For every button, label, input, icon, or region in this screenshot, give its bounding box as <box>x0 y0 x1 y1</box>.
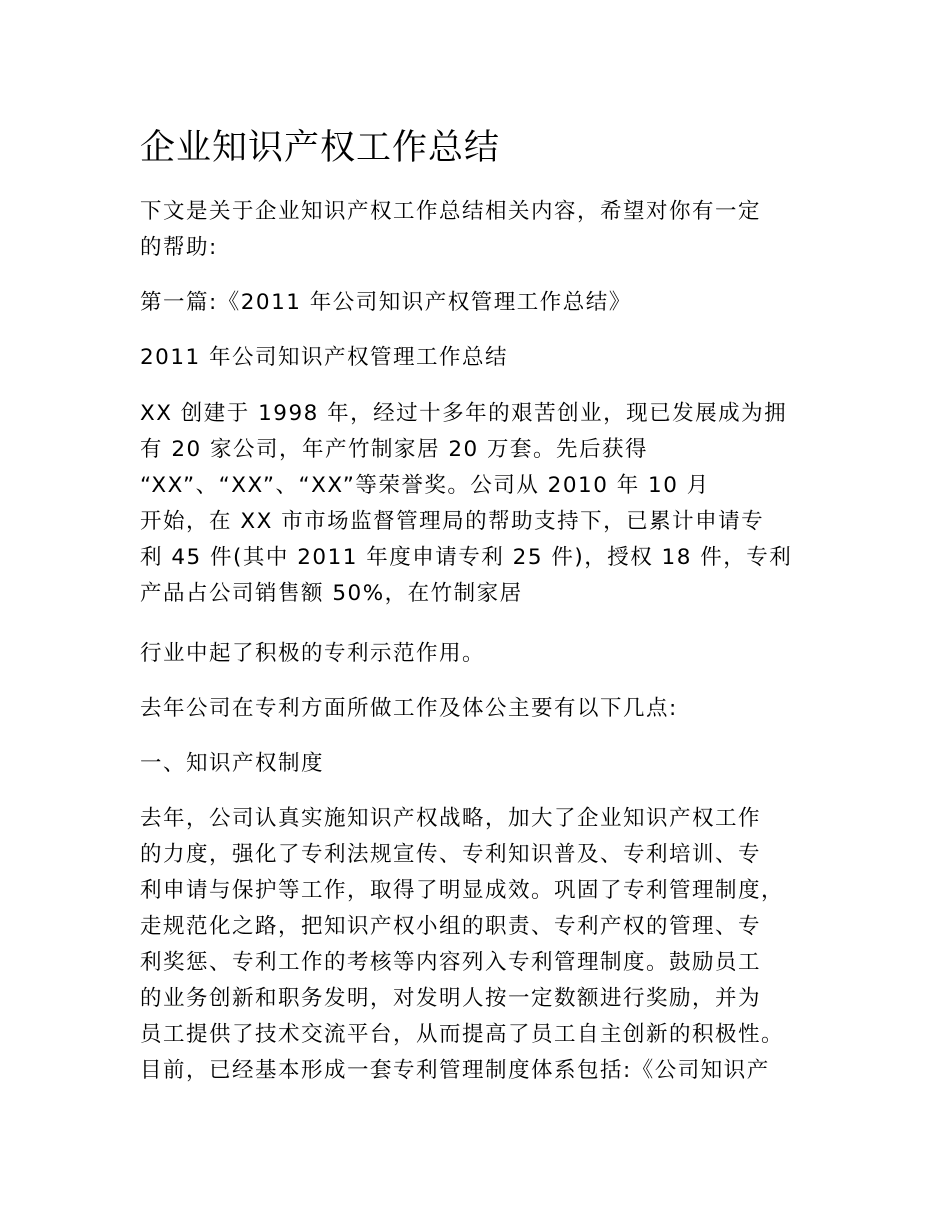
text-line: XX 创建于 1998 年，经过十多年的艰苦创业，现已发展成为拥 <box>140 401 788 426</box>
text-line: “XX”、“XX”、“XX”等荣誉奖。公司从 2010 年 10 月 <box>140 473 710 498</box>
text-line: 走规范化之路，把知识产权小组的职责、专利产权的管理、专 <box>140 914 762 939</box>
text-line: 下文是关于企业知识产权工作总结相关内容，希望对你有一定 <box>140 199 762 224</box>
paragraph-company-intro <box>140 396 820 612</box>
section-heading-text: 第一篇:《2011 年公司知识产权管理工作总结》 <box>140 290 632 315</box>
text-line: 去年，公司认真实施知识产权战略，加大了企业知识产权工作 <box>140 806 762 831</box>
intro-paragraph <box>140 194 820 266</box>
text-line: 的业务创新和职务发明，对发明人按一定数额进行奖励，并为 <box>140 986 762 1011</box>
text-line: 利奖惩、专利工作的考核等内容列入专利管理制度。鼓励员工 <box>140 950 762 975</box>
heading-ip-system <box>140 746 820 782</box>
text-line: 目前，已经基本形成一套专利管理制度体系包括:《公司知识产 <box>140 1058 770 1083</box>
paragraph-industry <box>140 636 820 672</box>
text-line: 利 45 件(其中 2011 年度申请专利 25 件)，授权 18 件，专利 <box>140 545 793 570</box>
text-line: 的力度，强化了专利法规宣传、专利知识普及、专利培训、专 <box>140 842 762 867</box>
text-line: 有 20 家公司，年产竹制家居 20 万套。先后获得 <box>140 437 649 462</box>
text-line: 产品占公司销售额 50%，在竹制家居 <box>140 581 523 606</box>
subtitle <box>140 340 820 376</box>
text-line: 去年公司在专利方面所做工作及体公主要有以下几点: <box>140 696 678 721</box>
paragraph-work-summary <box>140 691 820 727</box>
text-line: 员工提供了技术交流平台，从而提高了员工自主创新的积极性。 <box>140 1022 785 1047</box>
text-line: 利申请与保护等工作，取得了明显成效。巩固了专利管理制度， <box>140 878 785 903</box>
document-title: 企业知识产权工作总结 <box>140 128 501 168</box>
paragraph-ip-system <box>140 801 820 1089</box>
text-line: 行业中起了积极的专利示范作用。 <box>140 641 486 666</box>
text-line: 开始，在 XX 市市场监督管理局的帮助支持下，已累计申请专 <box>140 509 765 534</box>
subtitle-text: 2011 年公司知识产权管理工作总结 <box>140 345 509 370</box>
text-line: 的帮助: <box>140 235 218 260</box>
section-heading <box>140 285 820 321</box>
heading-text: 一、知识产权制度 <box>140 751 325 776</box>
